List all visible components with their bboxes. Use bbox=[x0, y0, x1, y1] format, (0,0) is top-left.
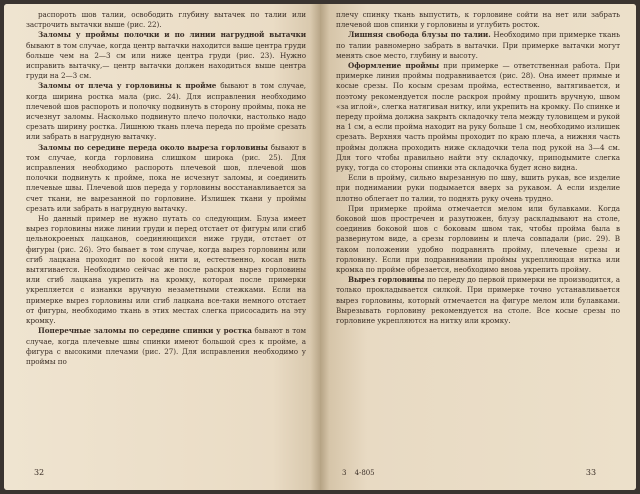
signature-code: 4-805 bbox=[354, 468, 375, 477]
paragraph-text: распороть шов талии, освободить глубину вытачек по талии или застрочить вытачки выше (рис. 22). bbox=[26, 10, 306, 30]
paragraph bbox=[336, 173, 620, 204]
paragraph bbox=[26, 10, 306, 30]
paragraph bbox=[336, 10, 620, 30]
paragraph-text: Но данный пример не нужно путать со следующим. Блуза имеет вырез горловины ниже линии груди и перед отстает от фигуры или сгиб цельнокроеных лацканов, соединяющихся ниже груди, отстает от фигуры (рис. 26). Это бывает в том случае, когда вырез горловины или сгиб лацкана проходят по косой нити и, естественно, косая нить вытягивается. Необходимо сейчас же после раскроя вырез горловины или сгиб лацкана укрепить на кромку, которая после примерки укрепляется с изнанки вручную незаметными стежками. Если на примерке вырез горловины или сгиб лацкана все-таки немного отстает от фигуры, необходимо ткань в этих местах слегка приcосадить на эту кромку. bbox=[26, 214, 306, 326]
right-page bbox=[320, 4, 636, 490]
paragraph bbox=[336, 61, 620, 173]
paragraph-text: Необходимо при примерке ткань по талии равномерно забрать в вытачки. При примерке вытачки могут менять свое место, глубину и высоту. bbox=[336, 30, 620, 60]
left-page bbox=[4, 4, 320, 490]
paragraph-text: плечу спинку ткань выпустить, к горловине сойти на нет или забрать плечевой шов спинки у горловины и углубить росток. bbox=[336, 10, 620, 30]
book-spread bbox=[4, 4, 636, 490]
paragraph bbox=[26, 81, 306, 142]
paragraph bbox=[336, 275, 620, 326]
signature-number: 3 bbox=[342, 468, 347, 477]
paragraph-text: Если в пройму, сильно вырезанную по шву, вшить рукав, все изделие при поднимании руки подымается вверх за рукавом. А если изделие плотно облегает по талии, то поднять руку очень трудно. bbox=[336, 173, 620, 203]
paragraph-heading: Поперечные заломы по середине спинки у ростка bbox=[38, 326, 252, 336]
right-page-body bbox=[336, 10, 620, 326]
paragraph-heading: Заломы от плеча у горловины к пройме bbox=[38, 81, 217, 91]
paragraph-text: При примерке пройма отмечается мелом или булавками. Когда боковой шов простречен и разутюжен, блузу раскладывают на столе, соединив боковой шов с боковым швом так, чтобы пройма была в развернутом виде, а срезы горловины и плеча совпадали (рис. 29). В таком положении удобно подравнять пройму, плечевые срезы и горловину. Если при подравнивании проймы укрепляющая нитка или кромка по пройме обрезается, необходимо вновь укрепить пройму. bbox=[336, 203, 620, 275]
printer-signature bbox=[342, 468, 381, 478]
paragraph-heading: Оформление проймы bbox=[348, 61, 440, 71]
paragraph bbox=[26, 326, 306, 367]
paragraph bbox=[26, 30, 306, 81]
paragraph bbox=[336, 204, 620, 275]
paragraph-heading: Заломы у проймы полочки и по линии нагрудной вытачки bbox=[38, 30, 306, 40]
page-number-right: 33 bbox=[585, 467, 596, 477]
paragraph bbox=[26, 143, 306, 214]
paragraph bbox=[336, 30, 620, 61]
paragraph-heading: Лишняя свобода блузы по талии. bbox=[348, 30, 491, 40]
paragraph-heading: Вырез горловины bbox=[348, 275, 425, 285]
paragraph-text: бывают в том случае, когда ширина ростка мала (рис. 24). Для исправления необходимо плечевой шов распороть и полочку подвинуть в сторону проймы, пока не исчезнут заломы. Насколько подвинуто плечо полочки, настолько надо срезать ширину ростка. Лишнюю ткань плеча переда по пройме срезать или забрать в нагрудную вытачку. bbox=[26, 81, 307, 142]
paragraph-heading: Заломы по середине переда около выреза горловины bbox=[38, 142, 268, 152]
paragraph-text: бывают в том случае, когда горловина слишком широка (рис. 25). Для исправления необходимо распороть плечевой шов, плечевой шов полочки подвинуть к пройме, пока не исчезнут заломы, и соединить плечевые швы. Плечевой шов переда у горловины восстанавливается за счет ткани, не вырезанной по горловине. Излишек ткани у проймы срезать или забрать в нагрудную вытачку. bbox=[26, 142, 307, 213]
paragraph-text: бывают в том случае, когда плечевые швы спинки имеют большой срез к пройме, а фигура с высокими плечами (рис. 27). Для исправления необходимо у проймы по bbox=[26, 326, 306, 366]
paragraph-text: по переду до первой примерки не производится, а только прокладывается силкой. При примерке точно устанавливается вырез горловины, который отмечается на фигуре мелом или булавками. Вырезывать горловину рекомендуется на столе. Все косые срезы по горловине укрепляются на нитку или кромку. bbox=[336, 275, 620, 326]
page-number-left: 32 bbox=[34, 467, 45, 477]
paragraph-text: при примерке — ответственная работа. При примерке линия проймы подравнивается (рис. 28). Она имеет прямые и косые срезы. По косым срезам пройма, естественно, вытягивается, и поэтому рекомендуется после раскроя пройму прошить вручную, швом «за иглой», слегка натягивая нитку, или укрепить на кромку. По спинке и переду пройма должна закрыть складочку тела между туловищем и рукой на 1 см, а если пройма находит на руку больше 1 см, необходимо излишек срезать. Верхняя часть проймы проходит по краю плеча, а нижняя часть проймы должна проходить ниже складочки тела под рукой на 3—4 см. Для того чтобы правильно найти эту складочку, приподымите слегка руку, тогда со стороны спинки эта складочка будет ясно видна. bbox=[336, 61, 620, 173]
paragraph-text: бывают в том случае, когда центр вытачки находится выше центра груди больше чем на 2—3 см или ниже центра груди (рис. 23). Нужно исправить вытачку,— центр вытачки должен находиться выше центра груди на 2—3 см. bbox=[26, 40, 306, 81]
paragraph bbox=[26, 214, 306, 326]
left-page-body bbox=[26, 10, 306, 367]
